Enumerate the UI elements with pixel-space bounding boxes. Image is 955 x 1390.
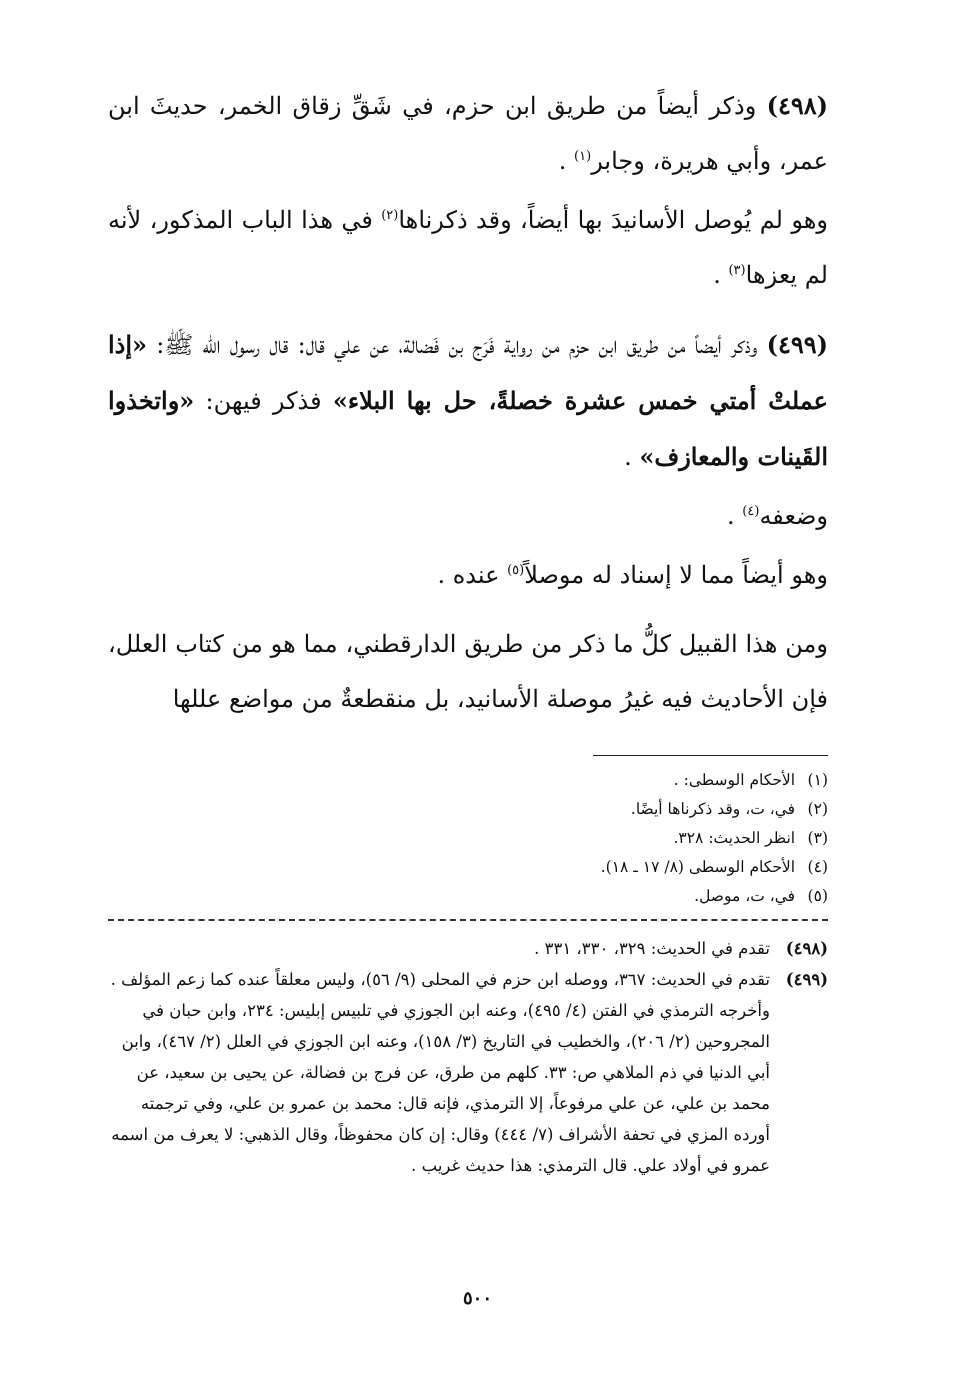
paragraph-text: وذكر أيضاً من طريق ابن حزم من رواية فَرَج بن فَضالة، عن علي قال: قال رسول الله ﷺ: xyxy=(147,331,758,359)
page-number: ٥٠٠ xyxy=(462,1288,492,1309)
paragraph-end: عنده . xyxy=(437,561,508,589)
takhrij-499 xyxy=(108,964,828,995)
takhrij-498 xyxy=(108,933,828,964)
footnote-2 xyxy=(108,795,828,824)
hadith-quote: «إذا عملتْ أمتي خمس عشرة خصلةً، حل بها البلاء» xyxy=(108,330,828,415)
paragraph-text: وضعفه xyxy=(759,502,828,530)
hadith-number: (٤٩٨) xyxy=(766,91,828,120)
footnote-text: في، ت، وقد ذكرناها أيضًا. xyxy=(630,800,796,818)
footnote-text: انظر الحديث: ٣٢٨. xyxy=(673,829,796,847)
footnote-number: (٤) xyxy=(807,858,828,876)
footnote-ref[interactable]: (٥) xyxy=(507,563,525,578)
takhrij-section xyxy=(108,933,828,1181)
takhrij-number: (٤٩٩) xyxy=(785,970,828,989)
takhrij-number: (٤٩٨) xyxy=(785,939,828,958)
paragraph-end: . xyxy=(558,147,575,175)
footnote-5 xyxy=(108,882,828,911)
page-body xyxy=(108,78,828,1181)
takhrij-text: تقدم في الحديث: ٣٦٧، ووصله ابن حزم في المحلى (٩/ ٥٦)، وليس معلقاً عنده كما زعم المؤلف . xyxy=(110,970,770,989)
paragraph-daraqutni xyxy=(108,617,828,727)
footnote-number: (٢) xyxy=(807,800,828,818)
footnote-number: (٥) xyxy=(807,887,828,905)
paragraph-498-note xyxy=(108,193,828,303)
takhrij-499-continued xyxy=(108,995,828,1181)
paragraph-text: ومن هذا القبيل كلُّ ما ذكر من طريق الدارقطني، مما هو من كتاب العلل، فإن الأحاديث فيه غيرُ موصلة الأسانيد، بل منقطعةٌ من مواضع عللها xyxy=(108,630,829,713)
takhrij-text: تقدم في الحديث: ٣٢٩، ٣٣٠، ٣٣١ . xyxy=(534,939,770,958)
footnote-text: الأحكام الوسطى: . xyxy=(673,771,796,789)
paragraph-498 xyxy=(108,78,828,189)
hadith-quote: «واتخذوا القَينات والمعازف» xyxy=(108,386,828,471)
paragraph-text: وهو أيضاً مما لا إسناد له موصلاً xyxy=(524,561,828,589)
takhrij-text: وأخرجه الترمذي في الفتن (٤/ ٤٩٥)، وعنه ابن الجوزي في تلبيس إبليس: ٢٣٤، وابن حبان في المجروحين (٢/ ٢٠٦)، والخطيب في التاريخ (٣/ ١٥٨)، وعنه ابن الجوزي في العلل (٢/ ٤٦٧)، وابن أبي الدنيا في ذم الملاهي ص: ٣٣. كلهم من طرق، عن فرج بن فضالة، عن يحيى بن سعيد، عن محمد بن علي، عن علي مرفوعاً، إلا الترمذي، فإنه قال: محمد بن عمرو بن علي، وفي ترجمته أورده المزي في تحفة الأشراف (٧/ ٤٤٤) وقال: إن كان محفوظاً، وقال الذهبي: لا يعرف من اسمه عمرو في أولاد علي. قال الترمذي: هذا حديث غريب . xyxy=(111,1001,770,1175)
takhrij-divider xyxy=(108,919,828,921)
paragraph-text: وذكر أيضاً من طريق ابن حزم، في شَقِّ زقاق الخمر، حديثَ ابن عمر، وأبي هريرة، وجابر xyxy=(108,92,828,175)
footnote-text: في، ت، موصل. xyxy=(694,887,796,905)
footnote-1 xyxy=(108,766,828,795)
footnote-number: (١) xyxy=(807,771,828,789)
footnote-ref[interactable]: (١) xyxy=(574,149,592,164)
footnote-3 xyxy=(108,824,828,853)
footnote-4 xyxy=(108,853,828,882)
footnote-divider xyxy=(593,755,828,756)
paragraph-end: . xyxy=(713,261,729,289)
footnotes xyxy=(108,766,828,911)
footnote-number: (٣) xyxy=(807,829,828,847)
paragraph-no-isnad xyxy=(108,548,828,603)
paragraph-end: . xyxy=(727,502,743,530)
paragraph-text: وهو لم يُوصل الأسانيدَ بها أيضاً، وقد ذكرناها xyxy=(398,206,828,234)
paragraph-499 xyxy=(108,317,828,485)
footnote-ref[interactable]: (٤) xyxy=(742,504,760,519)
paragraph-text-continued: في هذا الباب المذكور، لأنه لم يعزها xyxy=(108,206,828,289)
footnote-ref[interactable]: (٣) xyxy=(728,263,746,278)
paragraph-end: . xyxy=(624,443,640,471)
footnote-text: الأحكام الوسطى (٨/ ١٧ ـ ١٨). xyxy=(600,858,796,876)
footnote-ref[interactable]: (٢) xyxy=(381,208,399,223)
hadith-number: (٤٩٩) xyxy=(766,330,828,359)
paragraph-text-continued: فذكر فيهن: xyxy=(194,387,333,415)
paragraph-weakness xyxy=(108,489,828,544)
